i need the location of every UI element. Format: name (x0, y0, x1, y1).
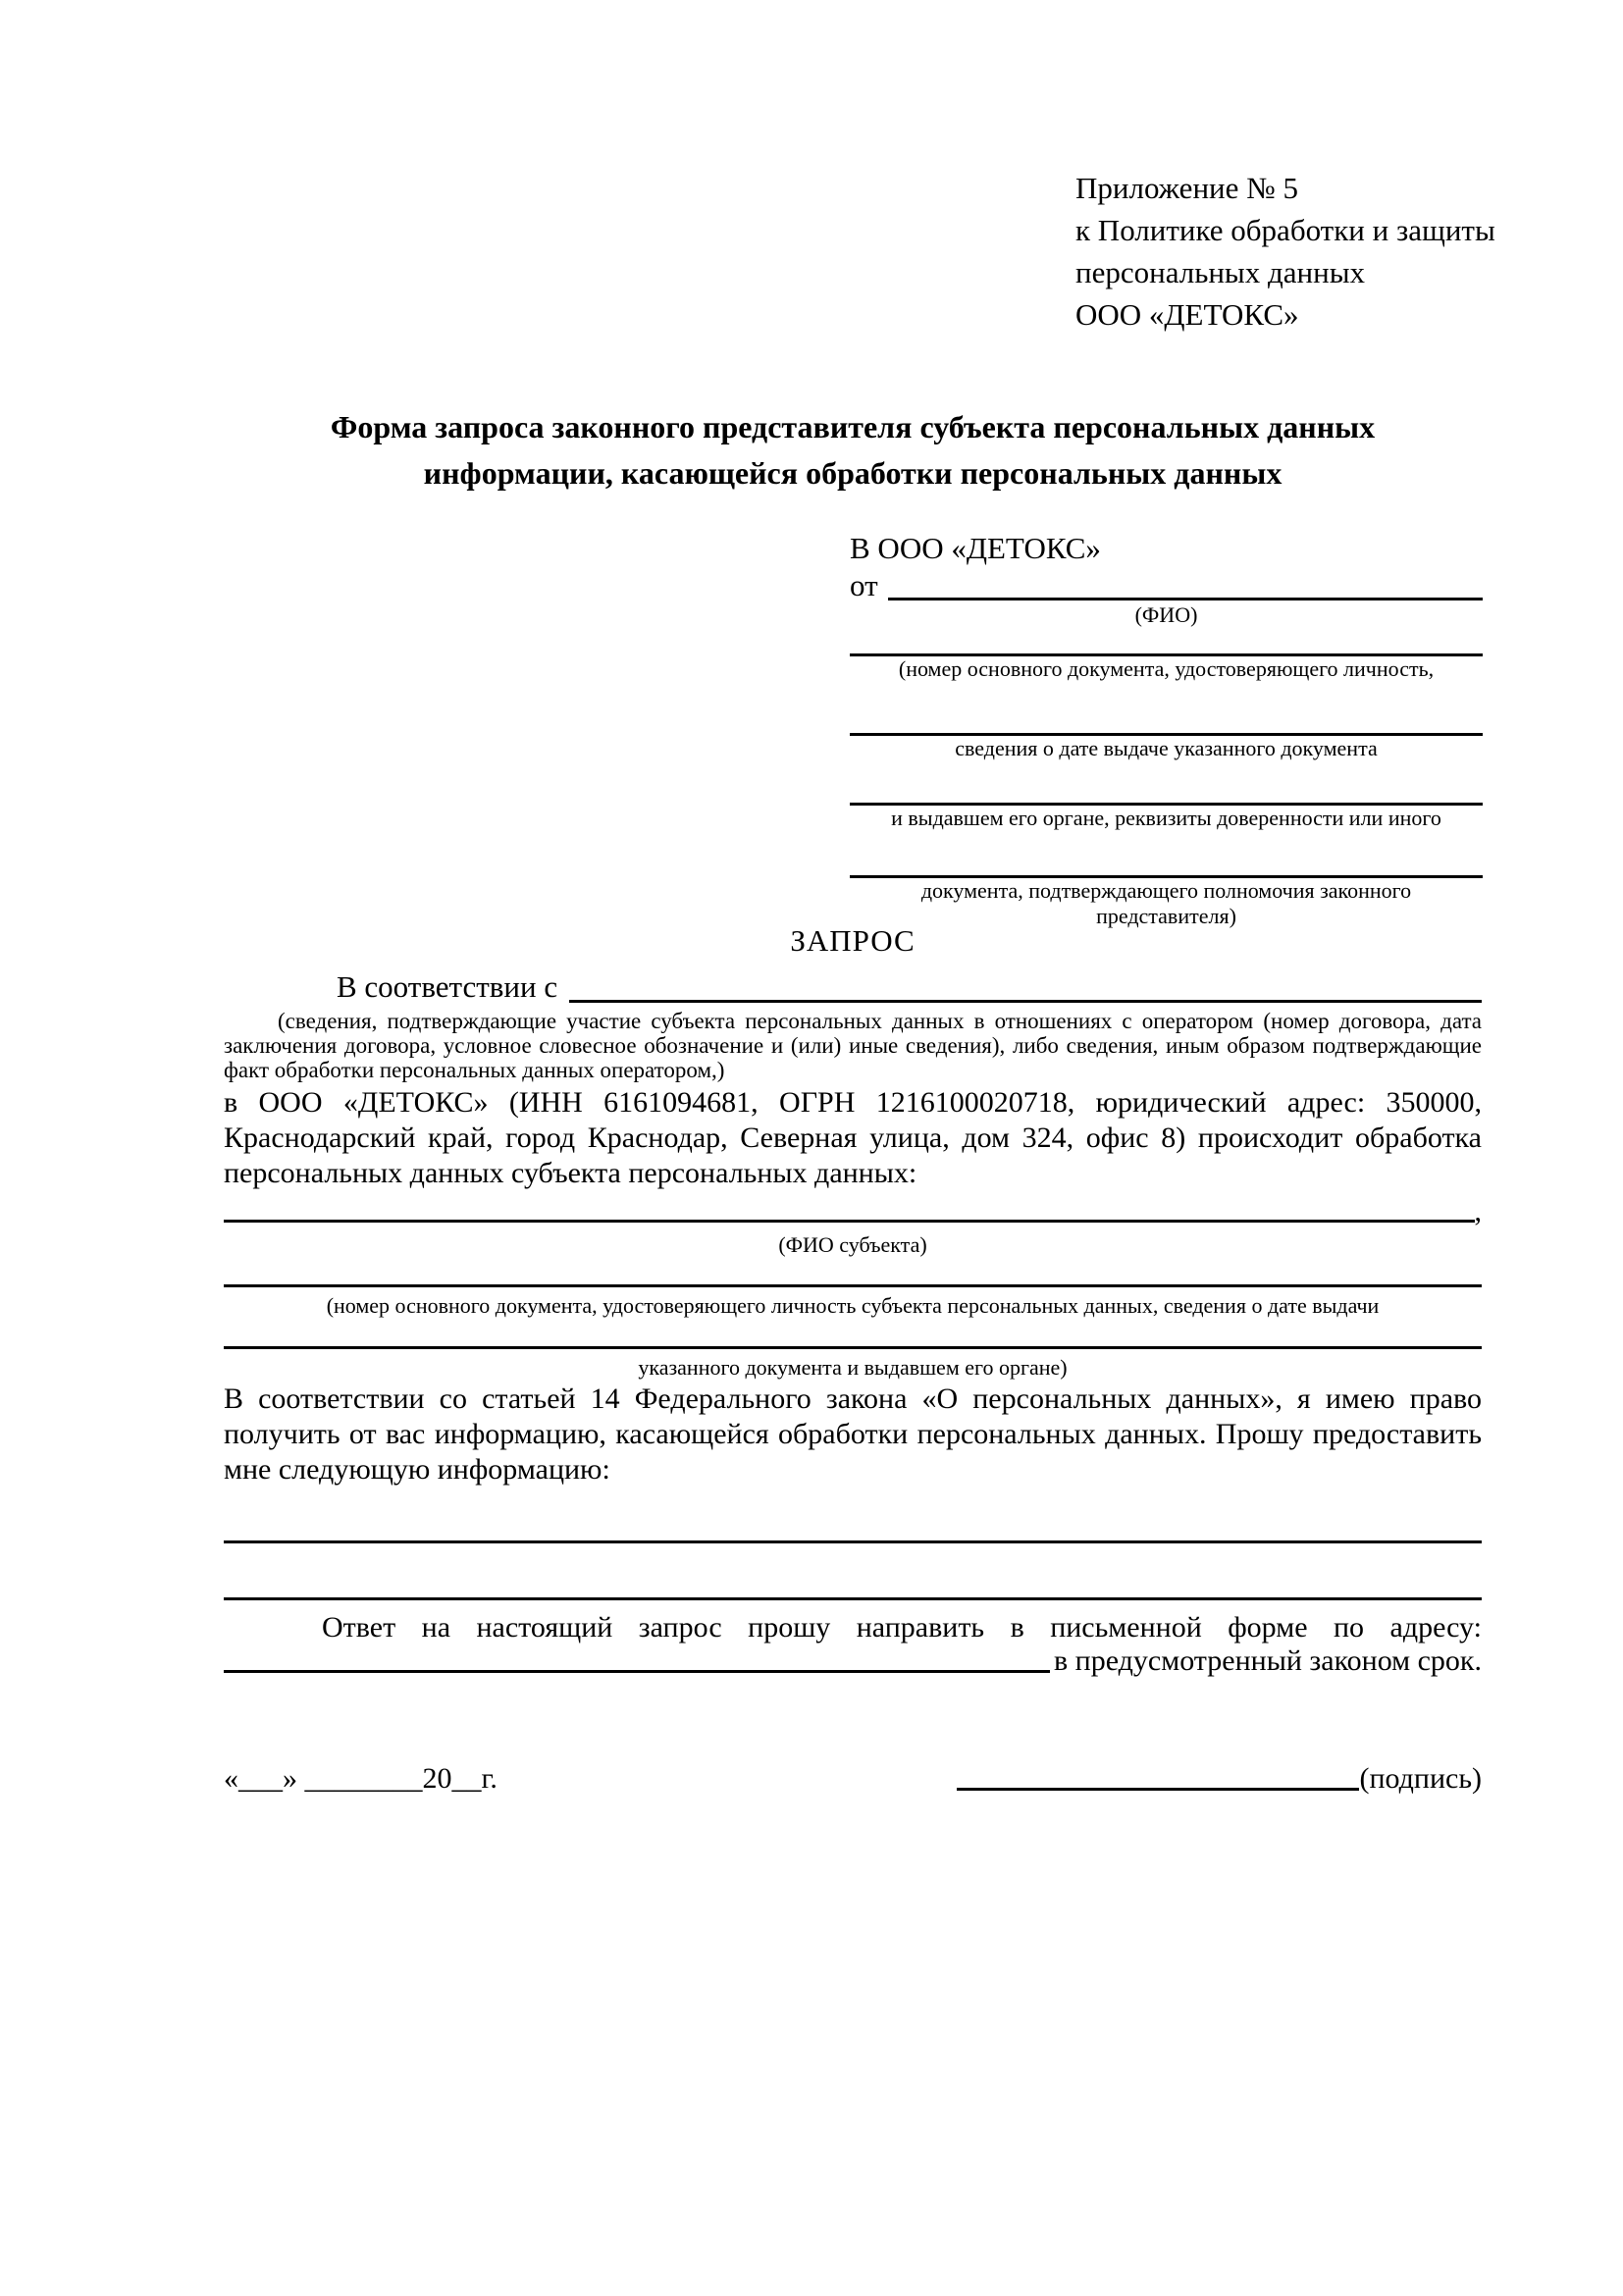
identity-doc-caption-1: (номер основного документа, удостоверяющего личность, (898, 656, 1435, 681)
appendix-header (1075, 167, 1495, 336)
date-blank: «___» ________20__г. (224, 1762, 497, 1795)
basis-row (224, 971, 1482, 1005)
recipient-block (850, 527, 1483, 929)
reply-address-text: Ответ на настоящий запрос прошу направить в письменной форме по адресу: (322, 1611, 1482, 1644)
signature-caption: (подпись) (1359, 1762, 1482, 1795)
requested-info-blank-2 (224, 1597, 1482, 1600)
appendix-number: Приложение № 5 (1075, 171, 1298, 205)
subject-doc-blank-1 (224, 1284, 1482, 1287)
recipient-company: В ООО «ДЕТОКС» (850, 531, 1101, 565)
trailing-comma: , (1474, 1195, 1482, 1227)
operator-paragraph: в ООО «ДЕТОКС» (ИНН 6161094681, ОГРН 1216100020718, юридический адрес: 350000, Краснодарский край, город Краснодар, Северная улица, дом 324, офис 8) происходит обработка персональных данных субъекта персональных данных: (224, 1086, 1482, 1189)
reply-address-blank (224, 1670, 1050, 1673)
document-title-line1: Форма запроса законного представителя субъекта персональных данных (330, 409, 1376, 444)
from-label: от (850, 568, 878, 602)
subject-doc-caption-2: указанного документа и выдавшем его органе) (638, 1355, 1068, 1380)
company-name: ООО «ДЕТОКС» (1075, 297, 1299, 332)
signature-blank (957, 1788, 1359, 1791)
subject-name-row (224, 1195, 1482, 1228)
subject-doc-blank-2 (224, 1346, 1482, 1349)
reply-address-row (224, 1646, 1482, 1678)
document-title-line2: информации, касающейся обработки персональных данных (423, 455, 1283, 491)
identity-doc-caption-2: сведения о дате выдаче указанного документа (955, 736, 1378, 760)
document-title (224, 404, 1482, 496)
reply-deadline-text: в предусмотренный законом срок. (1054, 1644, 1482, 1677)
identity-doc-caption-4: документа, подтверждающего полномочия законного представителя) (920, 878, 1412, 928)
basis-blank (569, 1000, 1482, 1003)
basis-caption: (сведения, подтверждающие участие субъекта персональных данных в отношениях с оператором (номер договора, дата заключения договора, условное словесное обозначение и (или) иные сведения), либо сведения, иным образом подтверждающие факт обработки персональных данных оператором,) (224, 1009, 1482, 1082)
applicant-name-blank (888, 598, 1483, 600)
subject-fio-caption: (ФИО субъекта) (778, 1232, 927, 1257)
date-signature-row (224, 1762, 1482, 1796)
policy-reference-line2: персональных данных (1075, 255, 1366, 289)
policy-reference-line1: к Политике обработки и защиты (1075, 213, 1495, 247)
request-heading: ЗАПРОС (790, 923, 916, 958)
subject-doc-caption-1: (номер основного документа, удостоверяющего личность субъекта персональных данных, сведения о дате выдачи (326, 1293, 1380, 1318)
identity-doc-caption-3: и выдавшем его органе, реквизиты доверенности или иного (891, 806, 1441, 830)
applicant-from-row (850, 569, 1483, 602)
subject-name-blank (224, 1220, 1475, 1223)
requested-info-blank-1 (224, 1540, 1482, 1543)
basis-label: В соответствии с (337, 969, 558, 1004)
fio-caption: (ФИО) (1134, 602, 1198, 627)
law-paragraph: В соответствии со статьей 14 Федерального закона «О персональных данных», я имею право получить от вас информацию, касающейся обработки персональных данных. Прошу предоставить мне следующую информацию: (224, 1383, 1482, 1486)
